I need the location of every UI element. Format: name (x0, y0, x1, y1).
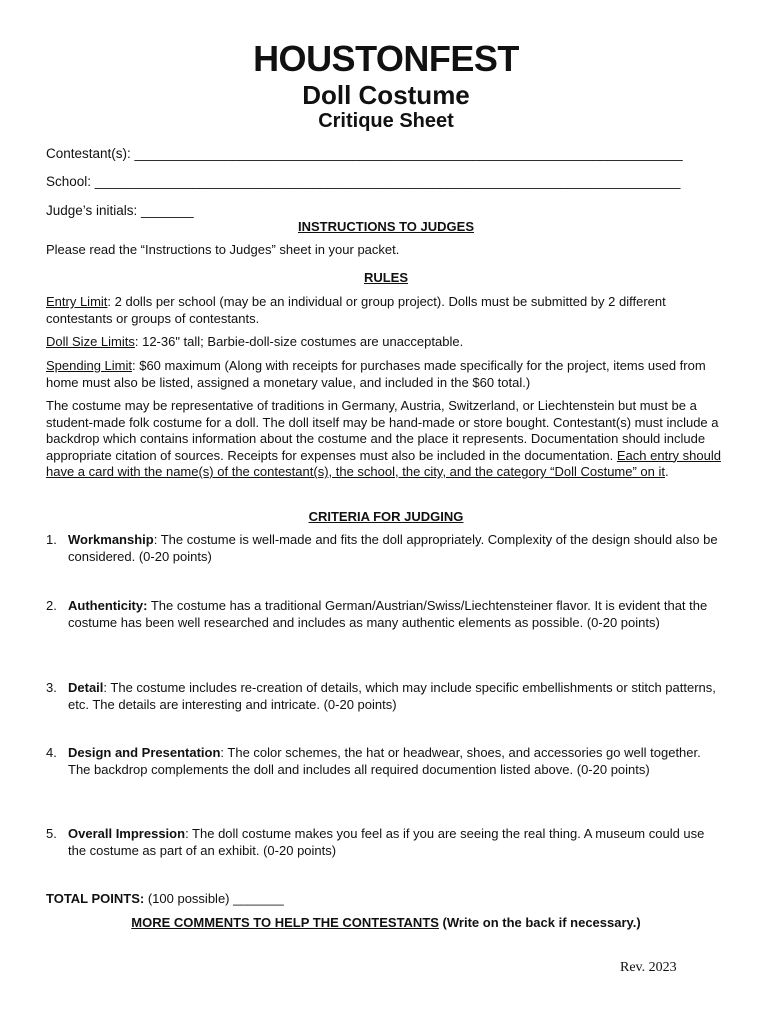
spending-limit-rule (46, 358, 726, 391)
criteria-number: 3. (46, 680, 57, 695)
school-field[interactable]: School: ______________________________________________________________________________ (46, 174, 681, 189)
criteria-number: 4. (46, 745, 57, 760)
criteria-label: Authenticity: (68, 598, 148, 613)
criteria-label: Overall Impression (68, 826, 186, 841)
criteria-number: 5. (46, 826, 57, 841)
sheet-title: Critique Sheet (318, 110, 454, 132)
instructions-text: Please read the “Instructions to Judges” sheet in your packet. (46, 242, 400, 257)
criteria-text: : The color schemes, the hat or headwear, shoes, and accessories go well together. The backdrop complements the doll and includes all required documention listed above. (0-20 points) (68, 745, 701, 777)
costume-rule-paragraph (46, 398, 726, 481)
criteria-label: Design and Presentation (68, 745, 221, 760)
criteria-number: 1. (46, 532, 57, 547)
revision-label: Rev. 2023 (620, 960, 677, 975)
costume-rule-text: The costume may be representative of traditions in Germany, Austria, Switzerland, or Liechtenstein but must be a student-made folk costume for a doll. The doll itself may be hand-made or store bought. Contestant(s) must include a backdrop which contains information about the costume and the place it represents. Documentation should include appropriate citation of sources. Receipts for expenses must also be included in the documentation. (46, 398, 719, 463)
criteria-number: 2. (46, 598, 57, 613)
total-points-line[interactable] (46, 891, 726, 908)
card-requirement-text: Each entry should have a card with the name(s) of the contestant(s), the school, the city, and the category “Doll Costume” on it (46, 447, 721, 479)
criteria-text: The costume has a traditional German/Austrian/Swiss/Liechtensteiner flavor. It is evident that the costume has been well researched and includes as many authentic elements as possible. (0-20 points) (68, 598, 708, 630)
total-points-label: TOTAL POINTS: (46, 891, 145, 906)
criteria-item (46, 598, 726, 631)
size-limit-text: : 12-36" tall; Barbie-doll-size costumes are unacceptable. (134, 334, 464, 349)
entry-limit-label: Entry Limit (46, 294, 108, 309)
criteria-text: : The doll costume makes you feel as if you are seeing the real thing. A museum could use the costume as part of an exhibit. (0-20 points) (68, 826, 705, 858)
entry-limit-text: : 2 dolls per school (may be an individual or group project). Dolls must be submitted by 2 different contestants or groups of contestants. (46, 294, 666, 326)
entry-limit-rule (46, 294, 726, 327)
total-points-text: (100 possible) _______ (144, 891, 284, 906)
size-limit-rule (46, 334, 726, 351)
comments-heading: MORE COMMENTS TO HELP THE CONTESTANTS (131, 915, 439, 930)
criteria-label: Detail (68, 680, 104, 695)
comments-note: (Write on the back if necessary.) (438, 915, 641, 930)
criteria-text: : The costume includes re-creation of details, which may include specific embellishments or stitch patterns, etc. The details are interesting and intricate. (0-20 points) (68, 680, 716, 712)
spending-limit-text: : $60 maximum (Along with receipts for purchases made specifically for the project, items used from home must also be listed, assigned a monetary value, and included in the $60 total.) (46, 358, 706, 390)
criteria-label: Workmanship (68, 532, 154, 547)
instructions-heading: INSTRUCTIONS TO JUDGES (297, 219, 474, 234)
criteria-item (46, 680, 726, 713)
size-limit-label: Doll Size Limits (46, 334, 135, 349)
document-subtitle: Doll Costume (302, 80, 470, 110)
judge-initials-field[interactable]: Judge’s initials: _______ (46, 203, 194, 218)
criteria-item (46, 532, 726, 565)
document-title: HOUSTONFEST (253, 38, 519, 79)
contestants-field[interactable]: Contestant(s): _________________________________________________________________________ (46, 146, 683, 161)
criteria-text: : The costume is well-made and fits the doll appropriately. Complexity of the design should also be considered. (0-20 points) (68, 532, 718, 564)
criteria-item (46, 826, 726, 859)
spending-limit-label: Spending Limit (46, 358, 132, 373)
criteria-heading: CRITERIA FOR JUDGING (308, 509, 464, 524)
rules-heading: RULES (363, 270, 409, 285)
card-requirement-end: . (665, 464, 669, 479)
criteria-item (46, 745, 726, 778)
comments-heading-line (46, 915, 726, 932)
